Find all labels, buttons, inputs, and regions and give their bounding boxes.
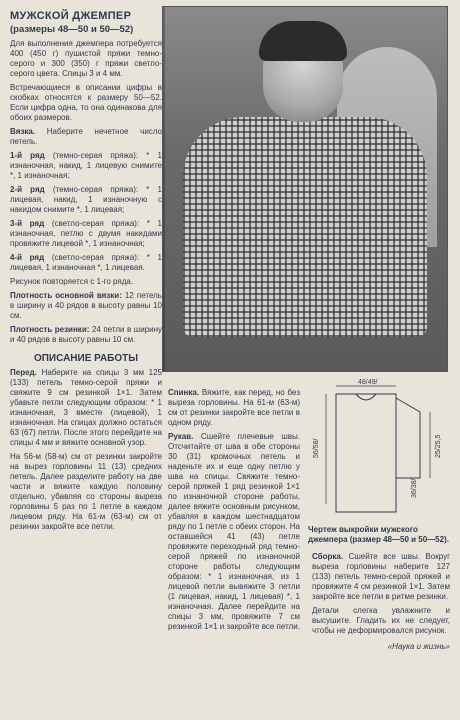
row-1	[10, 151, 162, 181]
front-label: Перед.	[10, 368, 37, 377]
sweater-image	[183, 117, 427, 337]
pattern-diagram	[308, 378, 450, 544]
body-outline	[336, 394, 396, 512]
front-text-1: Наберите на спицы 3 мм 125 (133) петель темно-серой пряжи и свяжите 9 см резинкой 1×1. Затем убавьте петли следующим образом: * 1 изнаночная, 3 вместе (лицевой), 1 изнаночная. На спицах должно остаться 63 (67) петли. После этого перейдите на спицы 4 мм и вяжите основной узор.	[10, 368, 162, 447]
knitting-heading-text: Наберите нечетное число петель.	[10, 127, 162, 146]
front-paragraph-2: На 56-м (58-м) см от резинки закройте на вырез горловины 11 (13) средних петель. Далее разделите работу на две части и вяжите каждую половину отдельно, убавляя со стороны выреза горловины 5 раз по 1 петле в каждом лицевом ряду. На 61-м (63-м) см от резинки закройте все петли.	[10, 452, 162, 531]
left-column	[10, 10, 162, 532]
row-4	[10, 253, 162, 273]
density-main	[10, 291, 162, 321]
front-paragraph-1	[10, 368, 162, 448]
knitting-label: Вязка.	[10, 127, 36, 136]
sleeve-label: Рукав.	[168, 432, 194, 441]
model-photo	[162, 6, 448, 372]
right-column	[312, 548, 450, 651]
neckline	[356, 394, 376, 400]
model-hair	[259, 21, 347, 61]
row-3-text: (светло-серая пряжа): * 1 изнаночная, петлю с двумя накидами провяжите лицевой *, 1 изнаночная;	[10, 219, 162, 248]
assembly-label: Сборка.	[312, 552, 344, 561]
page-subtitle: (размеры 48—50 и 50—52)	[10, 24, 134, 35]
row-3-label: 3-й ряд	[10, 219, 45, 228]
sleeve-text: Сшейте плечевые швы. Отсчитайте от шва в обе стороны 30 (31) кромочных петель и наденьте их и еще одну петлю у шва на спицы. Свяжите темно-серой пряжей 1 ряд резинкой 1×1 по изнаночной стороне работы, далее вяжите основным рисунком, убавляя в каждом шестнадцатом ряду по 1 петле с обеих сторон. На оставшейся 41 (43) петле провяжите переходный ряд темно-серой пряжей по изнаночной стороне работы следующим образом: * 1 изнаночная, из 1 лицевой петли вывяжите 3 петли (1 лицевая, накид, 1 лицевая) *, 1 изнаночная. Далее перейдите на спицы 3 мм, провяжите 7 см резинкой 1×1 и закройте все петли.	[168, 432, 300, 631]
intro-paragraph-1: Для выполнения джемпера потребуется 400 (450 г) пушистой пряжи темно-серого и 300 (350) г пряжи светло-серого цвета. Спицы 3 и 4 мм.	[10, 39, 162, 78]
pattern-repeat: Рисунок повторяется с 1-го ряда.	[10, 277, 134, 286]
row-2	[10, 185, 162, 215]
page-title: МУЖСКОЙ ДЖЕМПЕР	[10, 10, 132, 22]
row-4-text: (светло-серая пряжа): * 1 лицевая, 1 изнаночная *, 1 лицевая.	[10, 253, 162, 272]
intro-paragraph-2: Встречающиеся в описании цифры в скобках относятся к размеру 50—52. Если цифра одна, то она одинакова для обоих размеров.	[10, 83, 162, 122]
row-2-text: (темно-серая пряжа): * 1 лицевая, накид, 1 изнаночную с накидом снимите *, 1 лицевая;	[10, 185, 162, 214]
assembly-text: Сшейте все швы. Вокруг выреза горловины наберите 127 (133) петель темно-серой пряжей и провяжите 4 см резинкой 1×1. Затем закройте все петли в ритме резинки.	[312, 552, 450, 601]
top-dimension-label: 48/49/	[358, 379, 378, 386]
density-main-label: Плотность основной вязки:	[10, 291, 122, 300]
sleeve-length-label: 36/38/	[411, 478, 418, 498]
row-4-label: 4-й ряд	[10, 253, 45, 262]
back-paragraph	[168, 388, 300, 428]
care-paragraph: Детали слегка увлажните и высушите. Гладить их не следует, чтобы не деформировался рисунок.	[312, 606, 450, 635]
diagram-caption: Чертеж выкройки мужского джемпера (размер 48—50 и 50—52).	[308, 525, 449, 544]
back-label: Спинка.	[168, 388, 200, 397]
back-text: Вяжите, как перед, но без выреза горловины. На 61-м (63-м) см от резинки закройте все петли в одном ряду.	[168, 388, 300, 427]
density-rib	[10, 325, 162, 345]
knitting-heading	[10, 127, 162, 147]
density-main-text: 12 петель в ширину и 40 рядов в высоту равны 10 см.	[10, 291, 162, 320]
density-rib-text: 24 петли в ширину и 40 рядов в высоту равны 10 см.	[10, 325, 162, 344]
middle-column	[168, 384, 300, 632]
sleeve-width-label: 25/25,5	[435, 434, 442, 458]
row-3	[10, 219, 162, 249]
pattern-schematic	[308, 378, 450, 518]
source-footer: «Наука и жизнь»	[387, 642, 450, 651]
sleeve-paragraph	[168, 432, 300, 632]
assembly-paragraph	[312, 552, 450, 602]
height-dimension-label: 56/58/	[313, 438, 320, 458]
density-rib-label: Плотность резинки:	[10, 325, 90, 334]
row-1-text: (темно-серая пряжа): * 1 изнаночная, накид, 1 лицевую снимите *, 1 изнаночная;	[10, 151, 162, 180]
sleeve-outline	[396, 398, 420, 478]
row-2-label: 2-й ряд	[10, 185, 45, 194]
row-1-label: 1-й ряд	[10, 151, 45, 160]
work-section-title: ОПИСАНИЕ РАБОТЫ	[33, 353, 139, 364]
